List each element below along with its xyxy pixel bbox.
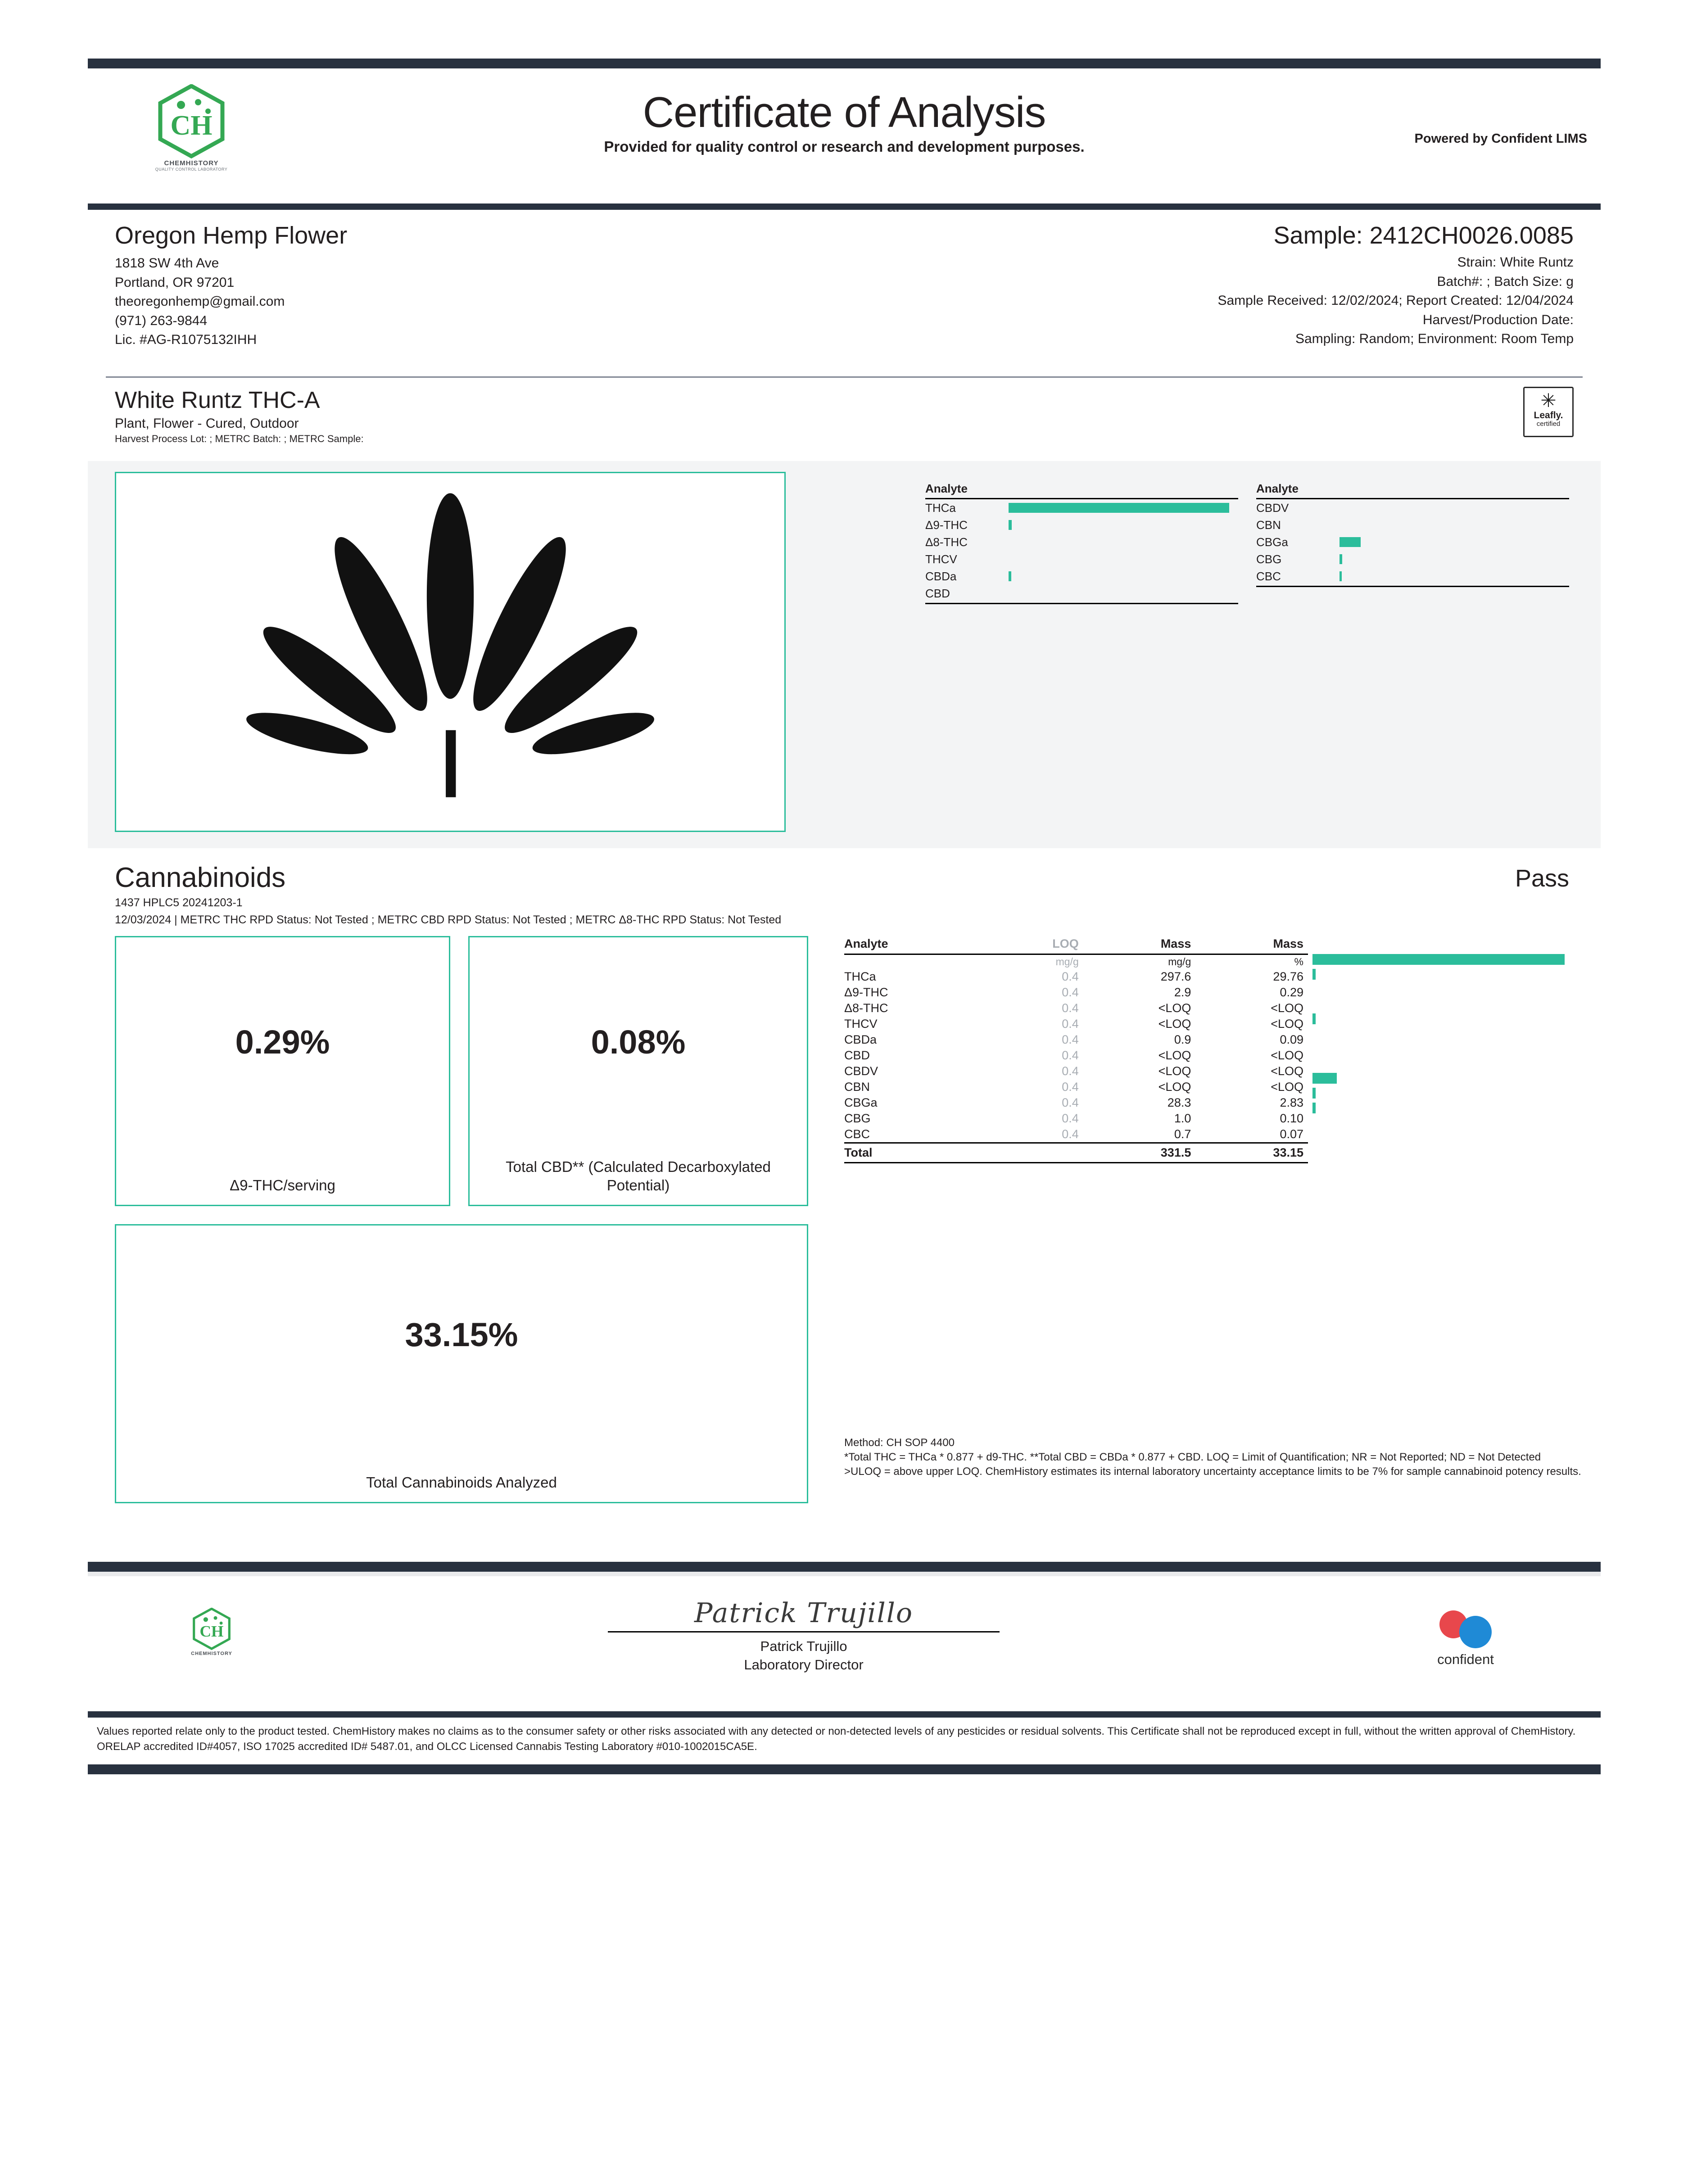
mini-chart-header-right: Analyte bbox=[1256, 482, 1569, 499]
page-title: Certificate of Analysis bbox=[643, 88, 1046, 136]
table-row bbox=[844, 1126, 1308, 1143]
mini-chart-label: CBG bbox=[1256, 552, 1282, 566]
mini-chart-row bbox=[1256, 499, 1569, 516]
cell-mass-mgg: <LOQ bbox=[1158, 1017, 1191, 1031]
analyte-mini-col-right bbox=[1256, 482, 1569, 604]
cell-loq: 0.4 bbox=[1062, 1001, 1079, 1015]
section-title: Cannabinoids bbox=[115, 862, 286, 893]
confident-wordmark: confident bbox=[1437, 1651, 1494, 1667]
method-line-2: *Total THC = THCa * 0.877 + d9-THC. **Total CBD = CBDa * 0.877 + CBD. LOQ = Limit of Quantification; NR = Not Reported; ND = Not Detected bbox=[844, 1451, 1541, 1463]
mini-chart-row bbox=[925, 516, 1238, 534]
mini-chart-label: CBC bbox=[1256, 569, 1281, 583]
mini-chart-footer-left bbox=[925, 603, 1238, 604]
cell-analyte: THCV bbox=[844, 1017, 878, 1031]
leafly-mark-icon: ✳ bbox=[1540, 390, 1557, 411]
cell-mass-mgg: 0.9 bbox=[1174, 1032, 1191, 1046]
mini-chart-bar bbox=[1009, 520, 1012, 530]
mini-chart-label: THCa bbox=[925, 501, 956, 515]
leafly-certified-badge bbox=[1523, 387, 1574, 437]
footer-rule-top bbox=[88, 1562, 1601, 1572]
cell-mass-pct: 29.76 bbox=[1273, 969, 1303, 983]
mini-chart-label: CBDa bbox=[925, 569, 957, 583]
total-loq bbox=[990, 1143, 1083, 1162]
results-bar-chart bbox=[1312, 936, 1565, 1116]
logo-caption-footer: CHEMHISTORY bbox=[191, 1650, 232, 1656]
mini-chart-label: Δ8-THC bbox=[925, 535, 968, 549]
signature-image: Patrick Trujillo bbox=[694, 1597, 914, 1629]
cell-loq: 0.4 bbox=[1062, 985, 1079, 999]
signature-line bbox=[608, 1631, 1000, 1632]
results-table-wrap bbox=[844, 936, 1601, 1163]
table-row bbox=[844, 1095, 1308, 1111]
sample-info bbox=[1217, 222, 1574, 349]
header-rule bbox=[88, 203, 1601, 210]
client-name: Oregon Hemp Flower bbox=[115, 222, 348, 249]
mini-chart-label: CBD bbox=[925, 586, 950, 600]
units-mass-pct: % bbox=[1294, 955, 1303, 968]
mini-chart-bar-area bbox=[1009, 588, 1238, 599]
table-total-row bbox=[844, 1143, 1308, 1162]
kpi-total-cannabinoids-value: 33.15% bbox=[405, 1316, 518, 1353]
cell-analyte: CBG bbox=[844, 1111, 871, 1125]
results-bar-row bbox=[1312, 1086, 1565, 1101]
col-analyte: Analyte bbox=[844, 936, 990, 954]
client-info bbox=[115, 222, 347, 350]
cell-mass-mgg: <LOQ bbox=[1158, 1001, 1191, 1015]
results-bar-row bbox=[1312, 982, 1565, 997]
page-subtitle: Provided for quality control or research and development purposes. bbox=[604, 138, 1085, 155]
kpi-thc-serving-value: 0.29% bbox=[235, 1023, 330, 1061]
bottom-rule bbox=[88, 1764, 1601, 1774]
mini-chart-bar bbox=[1340, 554, 1342, 564]
cell-loq: 0.4 bbox=[1062, 1111, 1079, 1125]
mini-chart-bar bbox=[1009, 503, 1229, 513]
table-row bbox=[844, 969, 1308, 985]
chemhistory-logo-footer bbox=[164, 1608, 259, 1656]
kpi-thc-serving bbox=[115, 936, 450, 1206]
cell-mass-pct: 2.83 bbox=[1280, 1095, 1303, 1109]
kpi-total-cbd-caption: Total CBD** (Calculated Decarboxylated Potential) bbox=[506, 1158, 771, 1194]
signatory-role: Laboratory Director bbox=[744, 1657, 864, 1673]
mini-chart-row bbox=[925, 499, 1238, 516]
cell-loq: 0.4 bbox=[1062, 1064, 1079, 1078]
mini-chart-bar-area bbox=[1340, 519, 1569, 531]
sample-batch: Batch#: ; Batch Size: g bbox=[1437, 274, 1574, 289]
method-line-1: Method: CH SOP 4400 bbox=[844, 1436, 955, 1449]
units-loq: mg/g bbox=[1055, 955, 1079, 968]
results-bar-row bbox=[1312, 1041, 1565, 1056]
kpi-total-cannabinoids-caption: Total Cannabinoids Analyzed bbox=[366, 1474, 557, 1491]
mini-chart-header-left: Analyte bbox=[925, 482, 1238, 499]
mini-chart-bar-area bbox=[1009, 519, 1238, 531]
mini-chart-bar bbox=[1340, 571, 1342, 581]
signature-band bbox=[88, 1576, 1601, 1711]
results-bar bbox=[1312, 969, 1316, 980]
cell-mass-mgg: <LOQ bbox=[1158, 1048, 1191, 1062]
results-bar-row bbox=[1312, 1101, 1565, 1116]
total-mass-pct: 33.15 bbox=[1195, 1143, 1308, 1162]
mini-chart-bar-area bbox=[1340, 502, 1569, 514]
cell-mass-mgg: 28.3 bbox=[1167, 1095, 1191, 1109]
mini-chart-row bbox=[1256, 516, 1569, 534]
analysis-meta-2: 12/03/2024 | METRC THC RPD Status: Not Tested ; METRC CBD RPD Status: Not Tested ; METRC Δ8-THC RPD Status: Not Tested bbox=[115, 913, 782, 926]
confident-logo bbox=[1398, 1608, 1533, 1668]
mini-chart-row bbox=[925, 568, 1238, 585]
cell-mass-pct: <LOQ bbox=[1271, 1064, 1303, 1078]
cell-loq: 0.4 bbox=[1062, 1048, 1079, 1062]
disclaimer-rule-top bbox=[88, 1711, 1601, 1718]
cell-mass-pct: 0.07 bbox=[1280, 1127, 1303, 1141]
table-row bbox=[844, 1079, 1308, 1095]
table-units-row bbox=[844, 954, 1308, 969]
results-bar-row bbox=[1312, 967, 1565, 982]
signature-block bbox=[579, 1595, 1029, 1675]
results-bar-row bbox=[1312, 1012, 1565, 1026]
cell-analyte: CBDV bbox=[844, 1064, 878, 1078]
method-notes bbox=[844, 1436, 1592, 1479]
kpi-thc-serving-caption: Δ9-THC/serving bbox=[230, 1177, 335, 1194]
leafly-badge-line1: Leafly. bbox=[1534, 410, 1563, 421]
mini-chart-row bbox=[925, 534, 1238, 551]
mini-chart-label: THCV bbox=[925, 552, 957, 566]
cannabis-leaf-icon bbox=[116, 473, 784, 831]
bar-spacer bbox=[1312, 936, 1565, 952]
client-address-2: Portland, OR 97201 bbox=[115, 275, 235, 290]
cell-mass-mgg: 1.0 bbox=[1174, 1111, 1191, 1125]
results-bar bbox=[1312, 954, 1565, 965]
analysis-meta-1: 1437 HPLC5 20241203-1 bbox=[115, 896, 243, 909]
cell-analyte: CBGa bbox=[844, 1095, 878, 1109]
title-block bbox=[88, 90, 1601, 155]
table-row bbox=[844, 1000, 1308, 1016]
product-lot: Harvest Process Lot: ; METRC Batch: ; METRC Sample: bbox=[115, 433, 364, 445]
sample-harvest-date: Harvest/Production Date: bbox=[1422, 312, 1574, 327]
mini-chart-bar-area bbox=[1340, 536, 1569, 548]
results-bar bbox=[1312, 1088, 1316, 1099]
table-row bbox=[844, 1111, 1308, 1126]
cell-analyte: CBD bbox=[844, 1048, 870, 1062]
mini-chart-bar-area bbox=[1009, 536, 1238, 548]
product-type: Plant, Flower - Cured, Outdoor bbox=[115, 416, 299, 431]
cell-loq: 0.4 bbox=[1062, 1080, 1079, 1094]
col-mass-mgg: Mass bbox=[1083, 936, 1196, 954]
cell-analyte: Δ8-THC bbox=[844, 1001, 888, 1015]
cell-mass-pct: <LOQ bbox=[1271, 1080, 1303, 1094]
cell-analyte: Δ9-THC bbox=[844, 985, 888, 999]
footer-rule-grey bbox=[88, 1572, 1601, 1576]
kpi-total-cbd-value: 0.08% bbox=[591, 1023, 686, 1061]
svg-text:CH: CH bbox=[199, 1622, 224, 1640]
results-bar bbox=[1312, 1103, 1316, 1113]
logo-caption: CHEMHISTORY bbox=[164, 159, 219, 167]
mini-chart-bar-area bbox=[1340, 553, 1569, 565]
signatory-name: Patrick Trujillo bbox=[760, 1638, 847, 1654]
results-bar-row bbox=[1312, 1056, 1565, 1071]
mini-chart-bar-area bbox=[1009, 502, 1238, 514]
table-row bbox=[844, 985, 1308, 1000]
cell-mass-pct: <LOQ bbox=[1271, 1048, 1303, 1062]
hexagon-logo-icon-footer bbox=[192, 1608, 231, 1650]
mini-chart-bar-area bbox=[1009, 553, 1238, 565]
sample-strain: Strain: White Runtz bbox=[1457, 255, 1574, 270]
cell-mass-pct: <LOQ bbox=[1271, 1001, 1303, 1015]
coa-sheet bbox=[88, 59, 1601, 1774]
cell-analyte: CBN bbox=[844, 1080, 870, 1094]
mini-chart-label: Δ9-THC bbox=[925, 518, 968, 532]
cell-mass-mgg: 297.6 bbox=[1160, 969, 1191, 983]
results-bar-row bbox=[1312, 952, 1565, 967]
cell-loq: 0.4 bbox=[1062, 1095, 1079, 1109]
units-mass-mgg: mg/g bbox=[1168, 955, 1191, 968]
total-analyte: Total bbox=[844, 1143, 990, 1162]
table-row bbox=[844, 1048, 1308, 1063]
cell-mass-mgg: 2.9 bbox=[1174, 985, 1191, 999]
sample-image-band bbox=[88, 461, 1601, 848]
mini-chart-label: CBDV bbox=[1256, 501, 1289, 515]
sample-id: Sample: 2412CH0026.0085 bbox=[1273, 222, 1574, 249]
mini-chart-footer-right bbox=[1256, 586, 1569, 587]
kpi-total-cbd bbox=[468, 936, 808, 1206]
table-row bbox=[844, 1032, 1308, 1048]
cell-loq: 0.4 bbox=[1062, 1032, 1079, 1046]
analyte-mini-chart bbox=[925, 482, 1569, 604]
mini-chart-bar-area bbox=[1340, 570, 1569, 582]
results-bar bbox=[1312, 1073, 1337, 1084]
sample-received: Sample Received: 12/02/2024; Report Created: 12/04/2024 bbox=[1217, 293, 1574, 308]
svg-text:CH: CH bbox=[170, 110, 213, 141]
col-loq: LOQ bbox=[990, 936, 1083, 954]
client-email: theoregonhemp@gmail.com bbox=[115, 294, 285, 309]
results-bar-row bbox=[1312, 1071, 1565, 1086]
product-name: White Runtz THC-A bbox=[115, 387, 320, 413]
cell-mass-pct: 0.10 bbox=[1280, 1111, 1303, 1125]
mini-chart-bar-area bbox=[1009, 570, 1238, 582]
cell-analyte: CBC bbox=[844, 1127, 870, 1141]
status-badge: Pass bbox=[1515, 865, 1569, 892]
cell-loq: 0.4 bbox=[1062, 969, 1079, 983]
product-block bbox=[88, 378, 1601, 461]
mini-chart-row bbox=[1256, 568, 1569, 585]
results-bar bbox=[1312, 1013, 1316, 1024]
document-header bbox=[88, 68, 1601, 203]
table-header-row bbox=[844, 936, 1308, 954]
cell-analyte: CBDa bbox=[844, 1032, 877, 1046]
table-row bbox=[844, 1016, 1308, 1032]
client-sample-block bbox=[88, 210, 1601, 376]
mini-chart-bar bbox=[1340, 537, 1361, 547]
leafly-badge-line2: certified bbox=[1536, 420, 1561, 428]
results-table bbox=[844, 936, 1308, 1163]
cell-mass-mgg: 0.7 bbox=[1174, 1127, 1191, 1141]
sample-sampling: Sampling: Random; Environment: Room Temp bbox=[1295, 331, 1574, 347]
top-rule bbox=[88, 59, 1601, 68]
kpi-total-cannabinoids bbox=[115, 1224, 808, 1503]
mini-chart-bar bbox=[1009, 571, 1011, 581]
logo-subcaption: QUALITY CONTROL LABORATORY bbox=[155, 167, 228, 172]
cannabinoids-body bbox=[115, 936, 1581, 1544]
results-bar-row bbox=[1312, 1026, 1565, 1041]
client-license: Lic. #AG-R1075132IHH bbox=[115, 332, 257, 348]
cell-mass-pct: 0.29 bbox=[1280, 985, 1303, 999]
cell-mass-pct: 0.09 bbox=[1280, 1032, 1303, 1046]
mini-chart-label: CBGa bbox=[1256, 535, 1288, 549]
cell-analyte: THCa bbox=[844, 969, 876, 983]
disclaimer-text: Values reported relate only to the product tested. ChemHistory makes no claims as to the consumer safety or other risks associated with any detected or non-detected levels of any pesticides or residual solvents. This Certificate shall not be reproduced except in full, without the written approval of ChemHistory. ORELAP accredited ID#4057, ISO 17025 accredited ID# 5487.01, and OLCC Licensed Cannabis Testing Laboratory #010-1002015CA5E. bbox=[97, 1725, 1576, 1753]
cell-mass-mgg: <LOQ bbox=[1158, 1080, 1191, 1094]
mini-chart-row bbox=[925, 551, 1238, 568]
col-mass-pct: Mass bbox=[1195, 936, 1308, 954]
analyte-mini-col-left bbox=[925, 482, 1238, 604]
mini-chart-row bbox=[925, 585, 1238, 602]
client-phone: (971) 263-9844 bbox=[115, 313, 208, 328]
cell-loq: 0.4 bbox=[1062, 1017, 1079, 1031]
confident-dots-icon bbox=[1398, 1608, 1533, 1650]
client-address-1: 1818 SW 4th Ave bbox=[115, 256, 219, 271]
table-row bbox=[844, 1063, 1308, 1079]
cell-mass-pct: <LOQ bbox=[1271, 1017, 1303, 1031]
powered-by-label: Powered by Confident LIMS bbox=[1414, 131, 1587, 146]
method-line-3: >ULOQ = above upper LOQ. ChemHistory estimates its internal laboratory uncertainty acceptance limits to be 7% for sample cannabinoid potency results. bbox=[844, 1465, 1581, 1478]
sample-photo-box bbox=[115, 472, 786, 832]
mini-chart-row bbox=[1256, 534, 1569, 551]
results-bar-row bbox=[1312, 997, 1565, 1012]
mini-chart-row bbox=[1256, 551, 1569, 568]
mini-chart-label: CBN bbox=[1256, 518, 1281, 532]
cell-loq: 0.4 bbox=[1062, 1127, 1079, 1141]
units-analyte bbox=[844, 954, 990, 969]
cell-mass-mgg: <LOQ bbox=[1158, 1064, 1191, 1078]
cannabinoids-section bbox=[88, 848, 1601, 1562]
total-mass-mgg: 331.5 bbox=[1083, 1143, 1196, 1162]
